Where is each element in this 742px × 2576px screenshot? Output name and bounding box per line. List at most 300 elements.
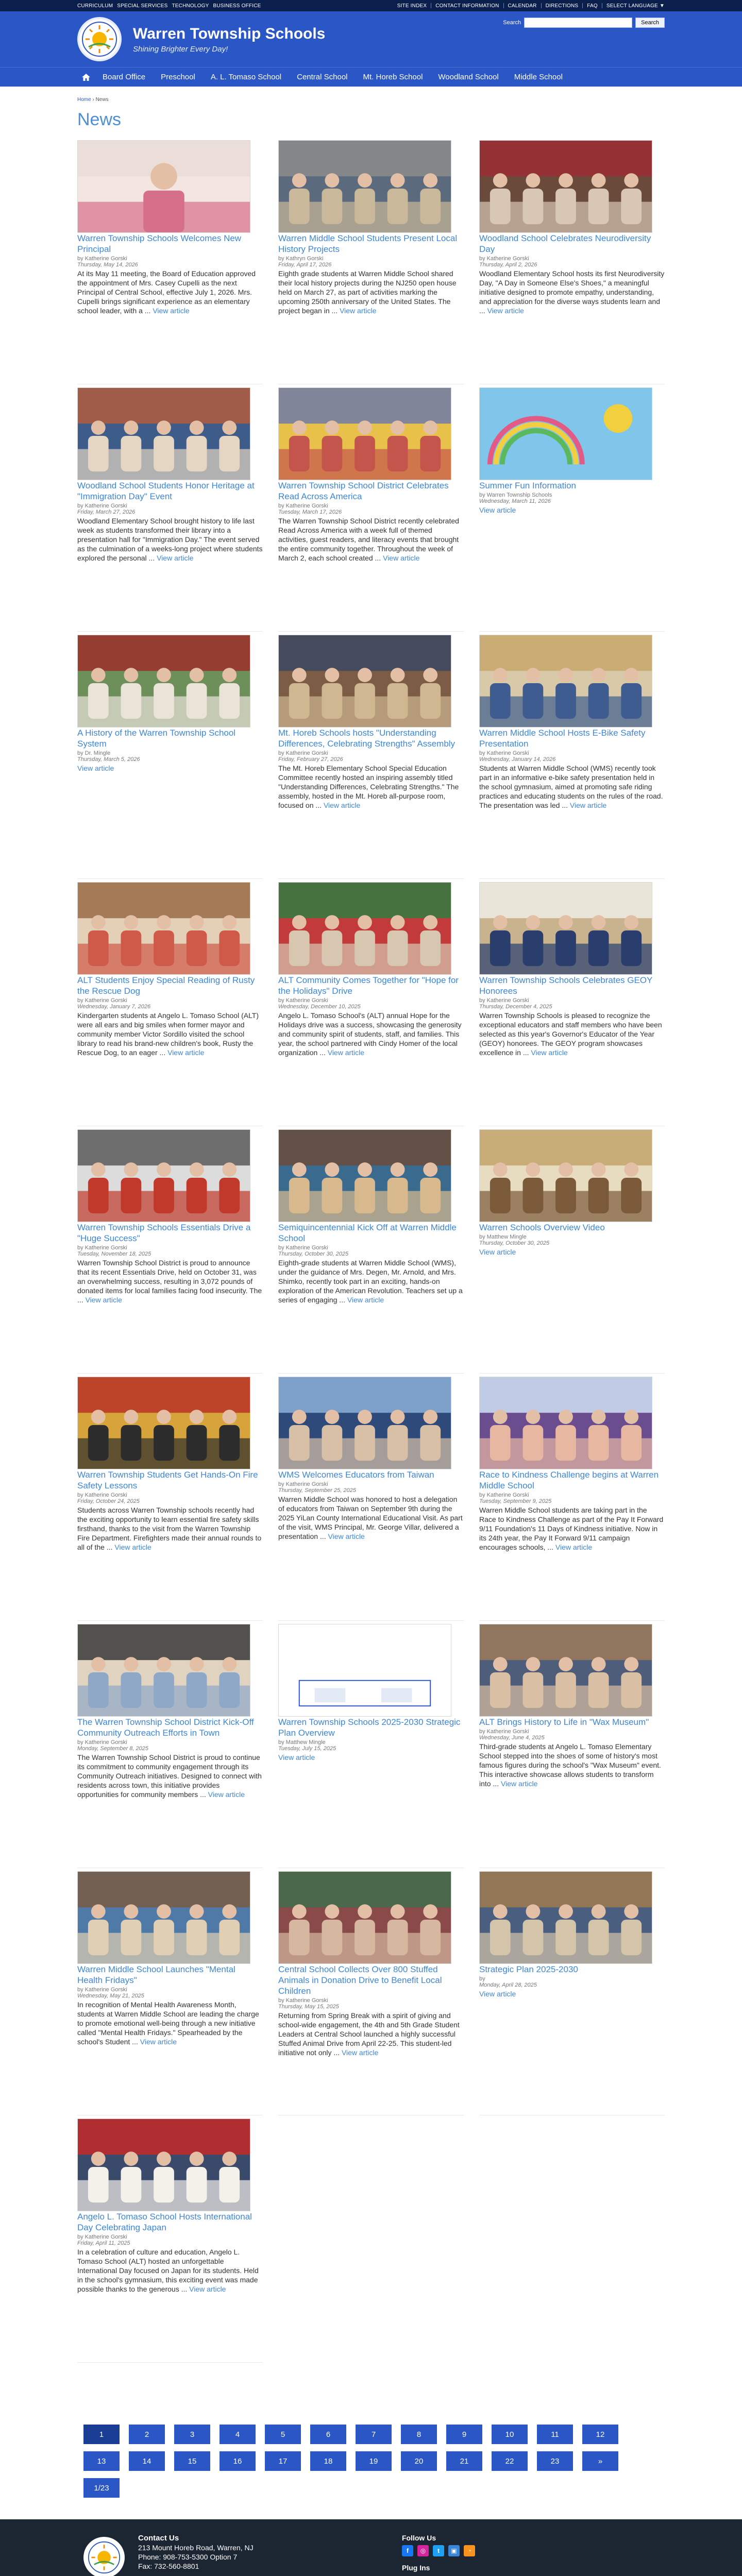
article-summary xyxy=(278,269,464,315)
view-article-link[interactable]: View article xyxy=(323,801,361,809)
article-summary-text: Returning from Spring Break with a spirit of giving and school-wide engagement, the 4th and 5th Grade Student Leaders at Central School launched a highly successful Stuffed Animal Drive from April 22-25. This student-led initiative not only ... xyxy=(278,2011,460,2057)
article-title-link[interactable]: Semiquincentennial Kick Off at Warren Middle School xyxy=(278,1223,457,1243)
article-date: Friday, March 27, 2026 xyxy=(77,509,136,515)
article-photo xyxy=(78,883,250,974)
page-link-15[interactable]: 15 xyxy=(174,2451,210,2471)
search-form xyxy=(503,18,665,28)
view-article-link[interactable]: View article xyxy=(85,1296,122,1304)
article-summary-text: In recognition of Mental Health Awareness Month, students at Warren Middle School are leading the charge to promote emotional well-being through a new initiative called "Mental Health Fridays." Spearheaded by the school's Student ... xyxy=(77,2001,259,2046)
article-byline: by Katherine Gorski xyxy=(77,997,127,1004)
article-summary-text: At its May 11 meeting, the Board of Education approved the appointment of Mrs. Casey Cupelli as the next Principal of Central School, effective July 1, 2026. Mrs. Cupelli brings significant experience as an elementary school leader, with a ... xyxy=(77,269,256,315)
utility-separator xyxy=(503,3,504,8)
article-thumbnail[interactable] xyxy=(278,1871,451,1964)
page-link-1[interactable]: 1 xyxy=(83,2425,120,2444)
article-byline: by Katherine Gorski xyxy=(77,1739,127,1745)
article-title-link[interactable]: Woodland School Students Honor Heritage at "Immigration Day" Event xyxy=(77,481,255,501)
article-summary-text: Eighth-grade students at Warren Middle School (WMS), under the guidance of Mrs. Degen, Mr. Arnold, and Mrs. Shimko, recently took part in an exciting, hands-on exploration of the American Revolution. Teachers set up a series of engaging ... xyxy=(278,1259,463,1304)
news-grid xyxy=(77,137,665,2363)
article-thumbnail[interactable] xyxy=(77,1871,250,1964)
page-link-2[interactable]: 2 xyxy=(129,2425,165,2444)
page-link-7[interactable]: 7 xyxy=(356,2425,392,2444)
article-title-link[interactable]: Warren Middle School Launches "Mental Health Fridays" xyxy=(77,1964,235,1985)
utility-link[interactable]: TECHNOLOGY xyxy=(172,3,209,9)
page-link-16[interactable]: 16 xyxy=(220,2451,256,2471)
page-link-5[interactable]: 5 xyxy=(265,2425,301,2444)
tagline: Shining Brighter Every Day! xyxy=(133,44,228,54)
article-title-link[interactable]: Warren Township Schools Essentials Drive a "Huge Success" xyxy=(77,1223,251,1243)
article-summary-text: Eighth grade students at Warren Middle School shared their local history projects during the NJ250 open house held on March 27, as part of activities marking the upcoming 250th anniversary of the United States. The project began in ... xyxy=(278,269,457,315)
article-photo xyxy=(78,2119,250,2211)
article-thumbnail[interactable] xyxy=(77,140,250,233)
sun-logo-icon xyxy=(88,2541,121,2574)
article-date: Thursday, April 2, 2026 xyxy=(479,262,537,268)
article-summary xyxy=(278,1258,464,1304)
news-card xyxy=(479,1868,665,2115)
article-thumbnail[interactable] xyxy=(77,387,250,480)
article-photo xyxy=(480,141,652,232)
news-card xyxy=(77,137,263,384)
article-thumbnail[interactable] xyxy=(278,1129,451,1222)
footer-contact xyxy=(138,2534,254,2576)
news-card xyxy=(77,879,263,1126)
article-summary xyxy=(77,2000,263,2046)
news-card xyxy=(479,384,665,632)
article-title-link[interactable]: Strategic Plan 2025-2030 xyxy=(479,1964,578,1974)
news-card xyxy=(479,1621,665,1868)
article-title-link[interactable]: Warren Township Students Get Hands-On Fire Safety Lessons xyxy=(77,1470,258,1490)
article-date: Wednesday, May 21, 2025 xyxy=(77,1993,144,1999)
utility-link[interactable]: CALENDAR xyxy=(508,3,537,9)
article-summary-text: Woodland Elementary School hosts its first Neurodiversity Day, "A Day in Someone Else's Shoes," a meaningful initiative designed to promote empathy, understanding, and appreciation for the diverse ways students learn and ... xyxy=(479,269,665,315)
article-summary-text: Third-grade students at Angelo L. Tomaso Elementary School stepped into the shoes of some of history's most famous figures during the school's "Wax Museum" event. This interactive showcase allows students to transform into ... xyxy=(479,1742,661,1788)
article-date: Wednesday, January 7, 2026 xyxy=(77,1004,151,1010)
article-thumbnail[interactable] xyxy=(479,387,652,480)
news-card xyxy=(278,1868,464,2115)
article-thumbnail[interactable] xyxy=(479,140,652,233)
article-title-link[interactable]: Warren Township School District Celebrates Read Across America xyxy=(278,481,449,501)
article-date: Friday, April 17, 2026 xyxy=(278,262,332,268)
nav-item-central-school[interactable]: Central School xyxy=(297,73,348,81)
article-summary xyxy=(479,1505,665,1552)
article-thumbnail[interactable] xyxy=(479,635,652,727)
phone: Phone: 908-753-5300 Option 7 xyxy=(138,2553,238,2561)
article-title-link[interactable]: A History of the Warren Township School System xyxy=(77,728,236,749)
article-summary xyxy=(77,1753,263,1799)
page-link-3[interactable]: 3 xyxy=(174,2425,210,2444)
search-label: Search xyxy=(503,20,521,26)
footer-links xyxy=(402,2534,496,2576)
article-summary-text: The Warren Township School District is proud to continue its commitment to community engagement through its Community Outreach initiatives. Designed to connect with residents across town, this initiative provides opportunities for community members ... xyxy=(77,1753,262,1799)
news-card xyxy=(479,1374,665,1621)
article-title-link[interactable]: Warren Township Schools Celebrates GEOY Honorees xyxy=(479,975,653,996)
article-byline: by Katherine Gorski xyxy=(479,997,529,1004)
article-summary xyxy=(479,269,665,315)
news-card xyxy=(278,1621,464,1868)
utility-link[interactable]: BUSINESS OFFICE xyxy=(213,3,261,9)
utility-link[interactable]: SPECIAL SERVICES xyxy=(117,3,168,9)
instagram-icon[interactable]: ◎ xyxy=(417,2545,429,2556)
utility-links-left xyxy=(77,3,261,9)
page-link-17[interactable]: 17 xyxy=(265,2451,301,2471)
news-card xyxy=(479,1126,665,1374)
article-byline: by Katherine Gorski xyxy=(479,1492,529,1498)
view-article-link[interactable]: View article xyxy=(153,307,190,315)
article-date: Wednesday, January 14, 2026 xyxy=(479,756,556,762)
page-link-21[interactable]: 21 xyxy=(446,2451,482,2471)
page-title: News xyxy=(77,110,122,129)
view-article-link[interactable]: View article xyxy=(208,1790,245,1799)
news-card xyxy=(77,1126,263,1374)
article-photo xyxy=(279,883,451,974)
article-thumbnail[interactable] xyxy=(278,140,451,233)
article-byline: by Katherine Gorski xyxy=(77,256,127,262)
view-article-link[interactable]: View article xyxy=(157,554,194,562)
contact-heading: Contact Us xyxy=(138,2534,179,2543)
article-title-link[interactable]: ALT Brings History to Life in "Wax Museum" xyxy=(479,1717,649,1727)
article-photo xyxy=(78,1130,250,1222)
view-article-link[interactable]: View article xyxy=(114,1543,151,1551)
view-article-link[interactable]: View article xyxy=(555,1543,593,1551)
breadcrumb xyxy=(77,97,665,103)
article-thumbnail[interactable] xyxy=(278,882,451,975)
article-title-link[interactable]: ALT Community Comes Together for "Hope for the Holidays" Drive xyxy=(278,975,459,996)
news-card xyxy=(278,1374,464,1621)
article-byline: by Katherine Gorski xyxy=(278,1481,328,1487)
nav-item-middle-school[interactable]: Middle School xyxy=(514,73,563,81)
breadcrumb-home-link[interactable]: Home xyxy=(77,97,91,103)
news-card xyxy=(77,1868,263,2115)
article-thumbnail[interactable] xyxy=(278,1377,451,1469)
article-thumbnail[interactable] xyxy=(77,1129,250,1222)
article-title-link[interactable]: Summer Fun Information xyxy=(479,481,577,490)
article-summary xyxy=(77,1505,263,1552)
social-links xyxy=(402,2545,496,2556)
article-summary xyxy=(77,269,263,315)
view-article-link[interactable]: View article xyxy=(328,1532,365,1540)
utility-link[interactable]: DIRECTIONS xyxy=(545,3,579,9)
article-photo xyxy=(480,883,652,974)
utility-separator xyxy=(541,3,542,8)
article-summary xyxy=(479,505,665,515)
article-photo xyxy=(480,635,652,727)
view-article-link[interactable]: View article xyxy=(569,801,607,809)
article-summary-text: Woodland Elementary School brought history to life last week as students transformed their library into a presentation hall for "Immigration Day." The event served as the culmination of a weeks-long project where students explored the personal ... xyxy=(77,517,263,562)
article-photo xyxy=(480,388,652,480)
article-photo xyxy=(480,1130,652,1222)
article-thumbnail[interactable] xyxy=(77,882,250,975)
page-link-8[interactable]: 8 xyxy=(401,2425,437,2444)
article-byline: by xyxy=(479,1976,485,1982)
article-byline: by Matthew Mingle xyxy=(278,1739,326,1745)
news-card xyxy=(278,137,464,384)
view-article-link[interactable]: View article xyxy=(487,307,524,315)
article-byline: by Katherine Gorski xyxy=(278,503,328,509)
news-card xyxy=(278,879,464,1126)
utility-link[interactable]: CURRICULUM xyxy=(77,3,113,9)
article-photo xyxy=(279,1130,451,1222)
news-card xyxy=(479,632,665,879)
page-link-13[interactable]: 13 xyxy=(83,2451,120,2471)
article-title-link[interactable]: WMS Welcomes Educators from Taiwan xyxy=(278,1470,434,1480)
nav-item-board-office[interactable]: Board Office xyxy=(103,73,146,81)
article-summary xyxy=(479,1989,665,1998)
site-footer xyxy=(0,2519,742,2576)
article-title-link[interactable]: Angelo L. Tomaso School Hosts International Day Celebrating Japan xyxy=(77,2212,252,2232)
article-thumbnail[interactable] xyxy=(479,1377,652,1469)
article-summary xyxy=(77,516,263,563)
article-photo xyxy=(78,1624,250,1716)
district-logo[interactable] xyxy=(77,17,122,61)
plugins-heading: Plug Ins xyxy=(402,2564,430,2572)
nav-item-a-l-tomaso-school[interactable]: A. L. Tomaso School xyxy=(210,73,282,81)
article-summary xyxy=(278,2011,464,2057)
article-date: Friday, February 27, 2026 xyxy=(278,756,343,762)
page-link-19[interactable]: 19 xyxy=(356,2451,392,2471)
article-date: Thursday, May 15, 2025 xyxy=(278,2004,339,2010)
news-card xyxy=(77,1621,263,1868)
article-summary-text: Students at Warren Middle School (WMS) recently took part in an informative e-bike safety presentation held in the school gymnasium, aimed at promoting safe riding practices and educating students on the rules of the road. The presentation was led ... xyxy=(479,764,663,809)
main-content xyxy=(77,87,665,2498)
page-link-14[interactable]: 14 xyxy=(129,2451,165,2471)
view-article-link[interactable]: View article xyxy=(479,1990,516,1998)
article-byline: by Katherine Gorski xyxy=(278,750,328,756)
article-summary xyxy=(278,764,464,810)
article-thumbnail[interactable] xyxy=(479,1871,652,1964)
main-navigation xyxy=(0,67,742,87)
view-article-link[interactable]: View article xyxy=(278,1753,315,1761)
search-input[interactable] xyxy=(524,18,632,28)
page-link-6[interactable]: 6 xyxy=(310,2425,346,2444)
nav-item-mt-horeb-school[interactable]: Mt. Horeb School xyxy=(363,73,423,81)
article-summary xyxy=(278,1495,464,1541)
article-summary xyxy=(479,1742,665,1788)
article-byline: by Katherine Gorski xyxy=(77,2234,127,2240)
article-title-link[interactable]: Warren Schools Overview Video xyxy=(479,1223,605,1232)
article-byline: by Katherine Gorski xyxy=(77,1245,127,1251)
article-thumbnail[interactable] xyxy=(479,882,652,975)
view-article-link[interactable]: View article xyxy=(167,1048,205,1057)
article-date: Thursday, December 4, 2025 xyxy=(479,1004,552,1010)
article-thumbnail[interactable] xyxy=(77,635,250,727)
article-byline: by Dr. Mingle xyxy=(77,750,111,756)
article-byline: by Katherine Gorski xyxy=(278,1245,328,1251)
article-thumbnail[interactable] xyxy=(479,1624,652,1717)
news-card xyxy=(77,1374,263,1621)
article-summary-text: Warren Middle School students are taking part in the Race to Kindness Challenge as part of the Pay It Forward 9/11 Foundation's 11 Days of Kindness initiative. Now in its 24th year, the Pay It Forward 9/11 campaign encourages schools, ... xyxy=(479,1506,664,1551)
page-link-18[interactable]: 18 xyxy=(310,2451,346,2471)
article-summary-text: The Mt. Horeb Elementary School Special Education Committee recently hosted an inspiring assembly titled "Understanding Differences, Celebrating Strengths." The assembly, hosted in the Mt. Horeb all-purpose room, focused on ... xyxy=(278,764,459,809)
article-date: Wednesday, June 4, 2025 xyxy=(479,1735,545,1741)
school-name[interactable]: Warren Township Schools xyxy=(133,25,326,42)
site-header xyxy=(0,11,742,67)
view-article-link[interactable]: View article xyxy=(327,1048,365,1057)
page-link-4[interactable]: 4 xyxy=(220,2425,256,2444)
article-byline: by Katherine Gorski xyxy=(479,256,529,262)
article-title-link[interactable]: ALT Students Enjoy Special Reading of Rusty the Rescue Dog xyxy=(77,975,255,996)
next-page-button[interactable]: » xyxy=(582,2451,618,2471)
view-article-link[interactable]: View article xyxy=(479,1248,516,1256)
page-link-9[interactable]: 9 xyxy=(446,2425,482,2444)
article-date: Wednesday, March 11, 2026 xyxy=(479,498,551,504)
article-summary-text: Angelo L. Tomaso School's (ALT) annual Hope for the Holidays drive was a success, showcasing the generosity and community spirit of students, staff, and families. This year, the school partnered with Cindy Homer of the local organization ... xyxy=(278,1011,462,1057)
article-photo xyxy=(480,1624,652,1716)
article-date: Friday, October 24, 2025 xyxy=(77,1498,140,1504)
view-article-link[interactable]: View article xyxy=(347,1296,384,1304)
view-article-link[interactable]: View article xyxy=(383,554,420,562)
article-date: Thursday, March 5, 2026 xyxy=(77,756,140,762)
news-card xyxy=(77,384,263,632)
sun-logo-icon xyxy=(81,21,117,57)
article-photo xyxy=(480,1377,652,1469)
utility-link[interactable]: SITE INDEX xyxy=(397,3,427,9)
article-title-link[interactable]: Warren Township Schools Welcomes New Principal xyxy=(77,233,242,254)
view-article-link[interactable]: View article xyxy=(340,307,377,315)
twitter-icon[interactable]: t xyxy=(433,2545,444,2556)
article-title-link[interactable]: Mt. Horeb Schools hosts "Understanding Differences, Celebrating Strengths" Assembly xyxy=(278,728,456,749)
article-summary-text: Warren Township Schools is pleased to recognize the exceptional educators and staff members who have been selected as this year's Governor's Educator of the Year (GEOY) honorees. The GEOY program showcases excellence in ... xyxy=(479,1011,662,1057)
article-summary xyxy=(479,764,665,810)
utility-link[interactable]: CONTACT INFORMATION xyxy=(435,3,499,9)
article-photo xyxy=(78,1872,250,1963)
select-language-dropdown[interactable]: SELECT LANGUAGE ▼ xyxy=(606,3,665,9)
article-date: Tuesday, July 15, 2025 xyxy=(278,1745,336,1752)
article-date: Tuesday, November 18, 2025 xyxy=(77,1251,151,1257)
page-link-10[interactable]: 10 xyxy=(492,2425,528,2444)
article-date: Monday, April 28, 2025 xyxy=(479,1982,537,1988)
news-card xyxy=(278,1126,464,1374)
article-photo xyxy=(78,635,250,727)
facebook-icon[interactable]: f xyxy=(402,2545,413,2556)
feed-icon[interactable]: ▣ xyxy=(448,2545,460,2556)
article-summary xyxy=(278,516,464,563)
article-summary xyxy=(77,764,263,773)
page-link-22[interactable]: 22 xyxy=(492,2451,528,2471)
article-photo xyxy=(78,1377,250,1469)
view-article-link[interactable]: View article xyxy=(77,764,114,772)
article-title-link[interactable]: Woodland School Celebrates Neurodiversity Day xyxy=(479,233,651,254)
utility-bar xyxy=(0,0,742,11)
page-count-indicator: 1/23 xyxy=(83,2478,120,2498)
site-title-block xyxy=(133,25,325,54)
article-title-link[interactable]: The Warren Township School District Kick-Off Community Outreach Efforts in Town xyxy=(77,1717,254,1738)
article-byline: by Matthew Mingle xyxy=(479,1234,527,1240)
utility-separator xyxy=(582,3,583,8)
article-byline: by Katherine Gorski xyxy=(278,1997,328,2004)
article-summary xyxy=(278,1011,464,1057)
article-date: Tuesday, September 9, 2025 xyxy=(479,1498,552,1504)
article-summary-text: The Warren Township School District recently celebrated Read Across America with a week full of themed activities, guest readers, and literacy events that brought the entire community together. Throughout the week of March 2, each school created ... xyxy=(278,517,459,562)
utility-links-right xyxy=(397,3,665,9)
pagination xyxy=(77,2425,654,2498)
home-nav-button[interactable] xyxy=(77,67,95,87)
article-date: Wednesday, December 10, 2025 xyxy=(278,1004,361,1010)
article-thumbnail[interactable] xyxy=(479,1129,652,1222)
article-byline: by Warren Township Schools xyxy=(479,492,552,498)
article-title-link[interactable]: Central School Collects Over 800 Stuffed Animals in Donation Drive to Benefit Local Children xyxy=(278,1964,442,1996)
article-photo xyxy=(78,388,250,480)
page-link-20[interactable]: 20 xyxy=(401,2451,437,2471)
article-thumbnail[interactable] xyxy=(278,1624,451,1717)
view-article-link[interactable]: View article xyxy=(189,2285,226,2293)
article-summary xyxy=(479,1011,665,1057)
view-article-link[interactable]: View article xyxy=(501,1780,538,1788)
page-link-23[interactable]: 23 xyxy=(537,2451,573,2471)
article-byline: by Katherine Gorski xyxy=(479,1728,529,1735)
article-date: Monday, September 8, 2025 xyxy=(77,1745,148,1752)
news-card xyxy=(77,632,263,879)
home-icon xyxy=(81,73,91,82)
news-card xyxy=(278,632,464,879)
view-article-link[interactable]: View article xyxy=(479,506,516,514)
article-summary xyxy=(77,1258,263,1304)
news-card xyxy=(479,137,665,384)
view-article-link[interactable]: View article xyxy=(531,1048,568,1057)
article-photo xyxy=(480,1872,652,1963)
article-date: Thursday, October 30, 2025 xyxy=(479,1240,550,1246)
article-thumbnail[interactable] xyxy=(278,635,451,727)
article-summary xyxy=(278,1753,464,1762)
follow-heading: Follow Us xyxy=(402,2534,436,2542)
page-link-11[interactable]: 11 xyxy=(537,2425,573,2444)
article-photo xyxy=(279,388,451,480)
search-button[interactable]: Search xyxy=(635,18,665,28)
news-card xyxy=(479,879,665,1126)
article-byline: by Katherine Gorski xyxy=(77,1492,127,1498)
view-article-link[interactable]: View article xyxy=(341,2048,379,2057)
article-summary xyxy=(77,2247,263,2294)
article-date: Thursday, May 14, 2026 xyxy=(77,262,138,268)
article-title-link[interactable]: Race to Kindness Challenge begins at Warren Middle School xyxy=(479,1470,659,1490)
article-photo xyxy=(279,141,451,232)
article-photo xyxy=(279,1872,451,1963)
breadcrumb-separator: › xyxy=(91,97,96,103)
article-summary-text: Warren Township School District is proud to announce that its recent Essentials Drive, held on October 31, was an overwhelming success, resulting in 3,072 pounds of donated items for local families facing food insecurity. The ... xyxy=(77,1259,262,1304)
article-date: Friday, April 11, 2025 xyxy=(77,2240,130,2246)
view-article-link[interactable]: View article xyxy=(140,2038,177,2046)
article-title-link[interactable]: Warren Middle School Hosts E-Bike Safety Presentation xyxy=(479,728,646,749)
news-card xyxy=(77,2115,263,2363)
article-thumbnail[interactable] xyxy=(278,387,451,480)
article-byline: by Kathryn Gorski xyxy=(278,256,324,262)
article-thumbnail[interactable] xyxy=(77,2119,250,2211)
utility-link[interactable]: FAQ xyxy=(587,3,598,9)
page-link-12[interactable]: 12 xyxy=(582,2425,618,2444)
article-photo xyxy=(279,1624,451,1716)
article-photo xyxy=(78,141,250,232)
rss-icon[interactable]: ◔ xyxy=(464,2545,475,2556)
article-summary-text: Students across Warren Township schools recently had the exciting opportunity to learn essential fire safety skills firsthand, thanks to the visit from the Warren Township Fire Department. Firefighters made their annual rounds to all of the ... xyxy=(77,1506,262,1551)
article-title-link[interactable]: Warren Township Schools 2025-2030 Strategic Plan Overview xyxy=(278,1717,461,1738)
article-title-link[interactable]: Warren Middle School Students Present Local History Projects xyxy=(278,233,458,254)
address: 213 Mount Horeb Road, Warren, NJ xyxy=(138,2544,254,2552)
article-date: Tuesday, March 17, 2026 xyxy=(278,509,342,515)
article-byline: by Katherine Gorski xyxy=(77,503,127,509)
article-thumbnail[interactable] xyxy=(77,1624,250,1717)
article-byline: by Katherine Gorski xyxy=(479,750,529,756)
article-byline: by Katherine Gorski xyxy=(278,997,328,1004)
article-summary-text: Kindergarten students at Angelo L. Tomaso School (ALT) were all ears and big smiles when former mayor and community member Victor Sordillo visited the school library to read his brand-new children's book, Rusty the Rescue Dog, to an eager ... xyxy=(77,1011,259,1057)
article-thumbnail[interactable] xyxy=(77,1377,250,1469)
article-date: Thursday, October 30, 2025 xyxy=(278,1251,349,1257)
breadcrumb-current: News xyxy=(95,97,109,103)
footer-logo xyxy=(83,2537,125,2576)
nav-item-preschool[interactable]: Preschool xyxy=(161,73,195,81)
article-byline: by Katherine Gorski xyxy=(77,1987,127,1993)
article-date: Thursday, September 25, 2025 xyxy=(278,1487,356,1494)
nav-item-woodland-school[interactable]: Woodland School xyxy=(438,73,499,81)
fax: Fax: 732-560-8801 xyxy=(138,2562,199,2570)
news-card xyxy=(278,384,464,632)
